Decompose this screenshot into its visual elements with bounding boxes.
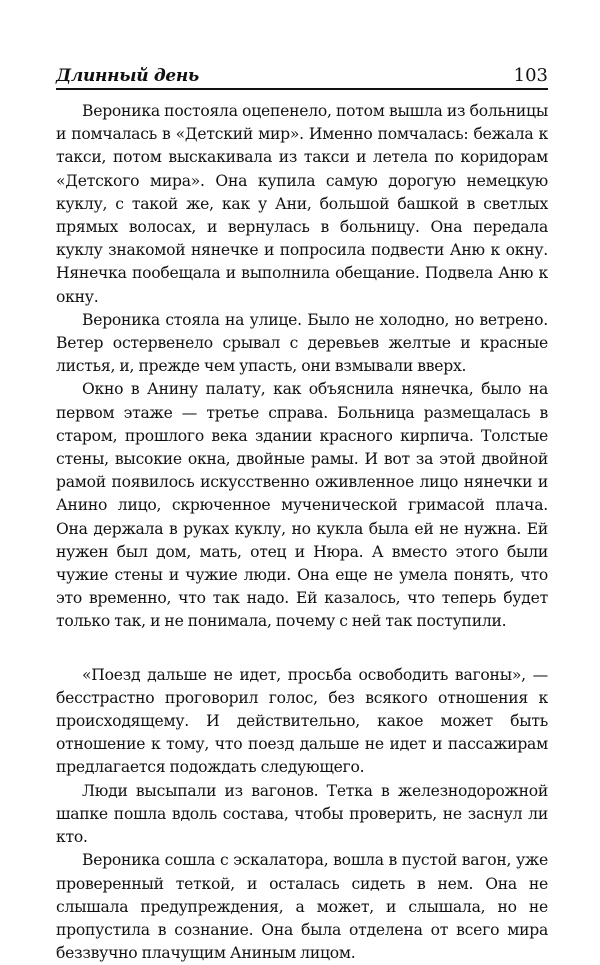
page-number: 103 [513,65,548,86]
book-page [56,60,548,965]
paragraph: Вероника сошла с эскалатора, вошла в пустой вагон, уже проверенный теткой, и осталась сидеть в нем. Она не слышала предупреждения, а может, и слышала, но не пропустила в сознание. Она была отделена от всего мира беззвучно плачущим Аниным лицом. [56,851,548,963]
section-break [56,634,548,664]
paragraph: Окно в Анину палату, как объяснила нянечка, было на первом этаже — третье справа. Больница размещалась в старом, прошлого века здании красного кирпича. Толстые стены, высокие окна, двойные рамы. И вот за этой двойной рамой появилось искусственно оживленное лицо нянечки и Анино лицо, скрюченное мученической гримасой плача. Она держала в руках куклу, но кукла была ей не нужна. Ей нужен был дом, мать, отец и Нюра. А вместо этого были чужие стены и чужие люди. Она еще не умела понять, что это временно, что так надо. Ей казалось, что теперь будет только так, и не понимала, почему с ней так поступили. [56,380,548,631]
running-title: Длинный день [56,66,199,86]
paragraph: Люди высыпали из вагонов. Тетка в железнодорожной шапке пошла вдоль состава, чтобы проверить, не заснул ли кто. [56,781,548,847]
body-text [56,100,548,965]
paragraph: Вероника постояла оцепенело, потом вышла из больницы и помчалась в «Детский мир». Именно помчалась: бежала к такси, потом выскакивала из такси и летела по коридорам «Детского мира». Она купила самую дорогую немецкую куклу, с такой же, как у Ани, большой башкой в светлых прямых волосах, и вернулась в больницу. Она передала куклу знакомой нянечке и попросила подвести Аню к окну. Нянечка пообещала и выполнила обещание. Подвела Аню к окну. [56,102,548,306]
paragraph: Вероника стояла на улице. Было не холодно, но ветрено. Ветер остервенело срывал с деревьев желтые и красные листья, и, прежде чем упасть, они взмывали вверх. [56,310,548,376]
running-header [56,60,548,90]
paragraph: «Поезд дальше не идет, просьба освободить вагоны», — бесстрастно проговорил голос, без всякого отношения к происходящему. И действительно, какое может быть отношение к тому, что поезд дальше не идет и пассажирам предлагается подождать следующего. [56,665,548,777]
